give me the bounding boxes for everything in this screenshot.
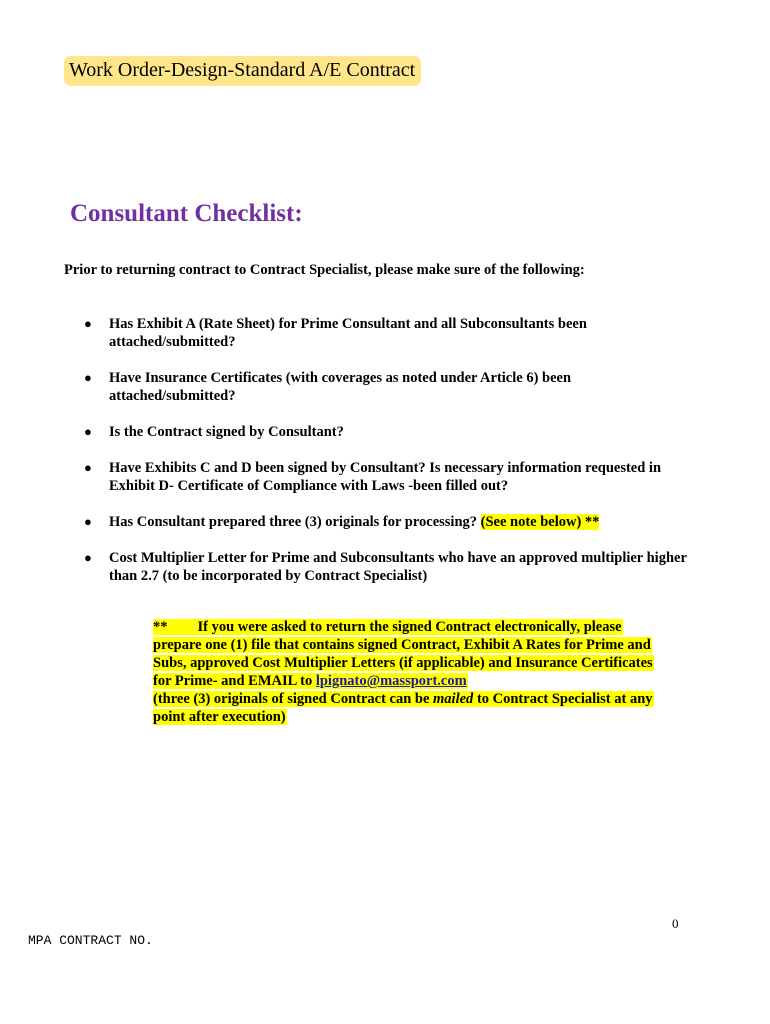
document-header-title: Work Order-Design-Standard A/E Contract [64, 56, 421, 86]
list-item-text: Has Exhibit A (Rate Sheet) for Prime Consultant and all Subconsultants been attached/submitted? [109, 316, 587, 350]
page-number: 0 [672, 916, 679, 931]
list-item [82, 549, 692, 585]
contract-number-label: MPA CONTRACT NO. [28, 933, 153, 948]
bullet-icon: ● [84, 424, 92, 439]
list-item-text: Cost Multiplier Letter for Prime and Subconsultants who have an approved multiplier higher than 2.7 (to be incorporated by Contract Specialist) [109, 550, 687, 584]
list-item-text: Is the Contract signed by Consultant? [109, 424, 344, 440]
checklist-heading: Consultant Checklist: [70, 200, 303, 227]
bullet-icon: ● [84, 514, 92, 529]
bullet-icon: ● [84, 370, 92, 385]
note-stars: ** [153, 619, 168, 635]
list-item [82, 423, 692, 441]
bullet-icon: ● [84, 316, 92, 331]
note-line-1: ** If you were asked to return the signed Contract electronically, please [153, 619, 622, 635]
electronic-return-note [153, 618, 683, 726]
list-item [82, 459, 692, 495]
checklist-list [82, 315, 692, 603]
bullet-icon: ● [84, 550, 92, 565]
list-item-text: Has Consultant prepared three (3) originals for processing? [109, 514, 481, 530]
list-item-text: Have Exhibits C and D been signed by Consultant? Is necessary information requested in Exhibit D- Certificate of Compliance with Laws -been filled out? [109, 460, 662, 494]
see-note-highlight: (See note below) ** [480, 514, 600, 530]
note-line-2: prepare one (1) file that contains signed Contract, Exhibit A Rates for Prime and [153, 637, 651, 653]
list-item [82, 513, 692, 531]
list-item-text: Have Insurance Certificates (with coverages as noted under Article 6) been attached/submitted? [109, 370, 572, 404]
note-line-6: point after execution) [153, 709, 286, 725]
bullet-icon: ● [84, 460, 92, 475]
note-line-4: for Prime- and EMAIL to lpignato@massport.com [153, 673, 467, 689]
note-line-5: (three (3) originals of signed Contract can be mailed to Contract Specialist at any [153, 691, 653, 707]
list-item [82, 369, 692, 405]
list-item [82, 315, 692, 351]
email-link[interactable]: lpignato@massport.com [315, 673, 467, 689]
mailed-emphasis: mailed [433, 691, 474, 707]
note-line-3: Subs, approved Cost Multiplier Letters (if applicable) and Insurance Certificates [153, 655, 653, 671]
checklist-intro: Prior to returning contract to Contract Specialist, please make sure of the following: [64, 262, 585, 278]
